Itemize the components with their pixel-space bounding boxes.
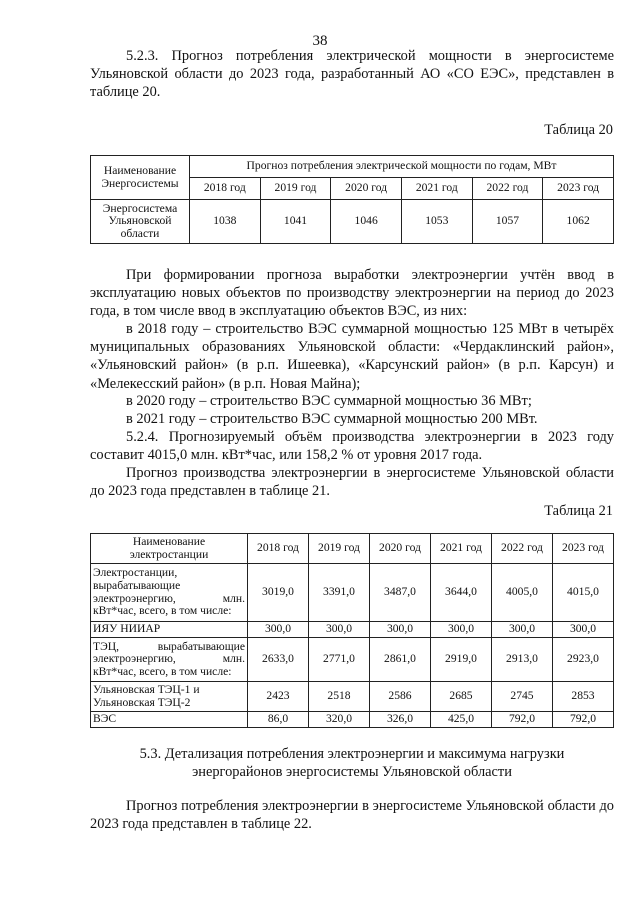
- table-21-value: 3644,0: [431, 564, 492, 622]
- table-20-year: 2020 год: [331, 178, 402, 200]
- table-21-value: 2518: [309, 682, 370, 712]
- table-21-row-label: ВЭС: [91, 712, 248, 728]
- table-21-value: 320,0: [309, 712, 370, 728]
- table-20-value: 1062: [543, 200, 614, 244]
- table-21-value: 2586: [370, 682, 431, 712]
- wind-2021-paragraph: в 2021 году – строительство ВЭС суммарной мощностью 200 МВт.: [126, 411, 538, 427]
- table-21-value: 300,0: [309, 622, 370, 638]
- table-21-value: 4005,0: [492, 564, 553, 622]
- table-row: [91, 622, 614, 638]
- table-21-caption: Таблица 21: [544, 503, 613, 519]
- table-21-value: 792,0: [492, 712, 553, 728]
- wind-2020-paragraph: в 2020 году – строительство ВЭС суммарной мощностью 36 МВт;: [126, 393, 532, 409]
- table-21-value: 2745: [492, 682, 553, 712]
- table-21: [90, 533, 614, 728]
- table-21-name-header: Наименование электростанции: [91, 534, 248, 564]
- table-21-value: 2423: [248, 682, 309, 712]
- table-21-year: 2020 год: [370, 534, 431, 564]
- table-row: [91, 682, 614, 712]
- wind-2018-paragraph: в 2018 году – строительство ВЭС суммарной мощностью 125 МВт в четырёх муниципальных образованиях Ульяновской области: «Чердаклинский район», «Ульяновский район» (в р.п. Ишеевка), «Карсунский район» (в р.п. Карсун) и «Мелекесский район» (в р.п. Новая Майна);: [90, 321, 614, 392]
- section-5-3-title: 5.3. Детализация потребления электроэнергии и максимума нагрузки энергорайонов энергосистемы Ульяновской области: [139, 746, 565, 781]
- table-21-value: 425,0: [431, 712, 492, 728]
- table-21-row-label: Ульяновская ТЭЦ-1 и Ульяновская ТЭЦ-2: [91, 682, 248, 712]
- table-21-value: 326,0: [370, 712, 431, 728]
- table-21-value: 300,0: [431, 622, 492, 638]
- table-row: [91, 638, 614, 682]
- table-row: [91, 712, 614, 728]
- table-21-value: 3019,0: [248, 564, 309, 622]
- table-20-year: 2022 год: [472, 178, 543, 200]
- table-21-value: 792,0: [553, 712, 614, 728]
- forecast-paragraph: При формировании прогноза выработки электроэнергии учтён ввод в эксплуатацию новых объектов по производству электроэнергии на период до 2023 года, в том числе ввод в эксплуатацию объектов ВЭС, из них:: [90, 267, 614, 320]
- table-21-year: 2023 год: [553, 534, 614, 564]
- table-20-year: 2023 год: [543, 178, 614, 200]
- table-21-value: 2853: [553, 682, 614, 712]
- table-row: [91, 564, 614, 622]
- table-20-year: 2018 год: [190, 178, 261, 200]
- table-21-value: 3391,0: [309, 564, 370, 622]
- table-20-year: 2021 год: [401, 178, 472, 200]
- table-20-value: 1053: [401, 200, 472, 244]
- table-20-caption: Таблица 20: [544, 122, 613, 138]
- table-21-year: 2022 год: [492, 534, 553, 564]
- table-20-value: 1046: [331, 200, 402, 244]
- table-20: [90, 155, 614, 244]
- table-22-intro: Прогноз потребления электроэнергии в энергосистеме Ульяновской области до 2023 года представлен в таблице 22.: [90, 798, 614, 833]
- section-5-2-3-text: 5.2.3. Прогноз потребления электрической мощности в энергосистеме Ульяновской области до 2023 года, разработанный АО «СО ЕЭС», представлен в таблице 20.: [90, 48, 614, 101]
- table-21-intro: Прогноз производства электроэнергии в энергосистеме Ульяновской области до 2023 года представлен в таблице 21.: [90, 465, 614, 500]
- table-20-value: 1041: [260, 200, 331, 244]
- table-21-value: 300,0: [370, 622, 431, 638]
- table-21-value: 2861,0: [370, 638, 431, 682]
- table-21-value: 300,0: [248, 622, 309, 638]
- table-21-value: 2633,0: [248, 638, 309, 682]
- table-20-year: 2019 год: [260, 178, 331, 200]
- table-21-row-label: Электростанции, вырабатывающие электроэнергию, млн. кВт*час, всего, в том числе:: [91, 564, 248, 622]
- table-20-value: 1038: [190, 200, 261, 244]
- table-21-value: 300,0: [492, 622, 553, 638]
- table-21-value: 300,0: [553, 622, 614, 638]
- table-21-year: 2021 год: [431, 534, 492, 564]
- table-21-year: 2018 год: [248, 534, 309, 564]
- section-5-2-4-text: 5.2.4. Прогнозируемый объём производства электроэнергии в 2023 году составит 4015,0 млн. кВт*час, или 158,2 % от уровня 2017 года.: [90, 429, 614, 464]
- table-21-value: 4015,0: [553, 564, 614, 622]
- table-21-year: 2019 год: [309, 534, 370, 564]
- table-21-row-label: ИЯУ НИИАР: [91, 622, 248, 638]
- table-20-group-header: Прогноз потребления электрической мощности по годам, МВт: [190, 156, 614, 178]
- table-20-row-label: Энергосистема Ульяновской области: [91, 200, 190, 244]
- table-21-value: 2685: [431, 682, 492, 712]
- table-21-value: 2913,0: [492, 638, 553, 682]
- table-21-value: 2771,0: [309, 638, 370, 682]
- table-21-value: 86,0: [248, 712, 309, 728]
- table-21-value: 3487,0: [370, 564, 431, 622]
- table-21-row-label: ТЭЦ, вырабатывающие электроэнергию, млн. кВт*час, всего, в том числе:: [91, 638, 248, 682]
- table-20-name-header: Наименование Энергосистемы: [91, 156, 190, 200]
- table-21-value: 2919,0: [431, 638, 492, 682]
- table-20-value: 1057: [472, 200, 543, 244]
- page-number: 38: [312, 33, 328, 49]
- table-21-value: 2923,0: [553, 638, 614, 682]
